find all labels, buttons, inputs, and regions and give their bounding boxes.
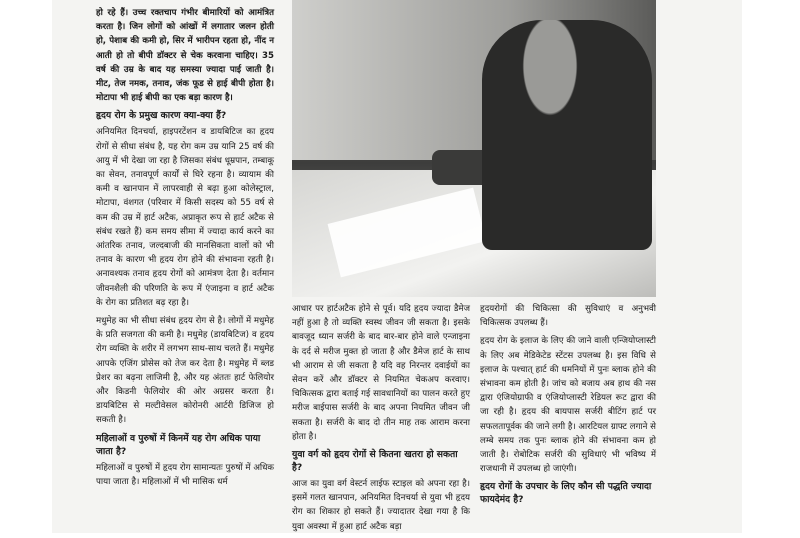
surgery-paragraph: आधार पर हार्टअटैक होने से पूर्व। यदि हृदय ज्यादा डैमेज नहीं हुआ है तो व्यक्ति स्वस्थ जीवन जी सकता है। इसके बावजूद ध्यान सर्जरी के बाद बार-बार होने वाले एन्जाइना के दर्द से मरीज मुक्त हो जाता है और डैमेज हार्ट के साथ भी आराम से जी सकता है यदि वह निरन्तर दवाईयों का सेवन करें और डॉक्टर से नियमित चेकअप करवाए। चिकित्सक द्वारा बताई गई सावधानियों का पालन करते हुए मरीज बाईपास सर्जरी के बाद अपना नियमित जीवन जी सकता है। सर्जरी के बाद दो तीन माह तक आराम करना होता है। — [292, 304, 470, 442]
causes-paragraph: अनियमित दिनचर्या, हाइपरटेंशन व डायबिटिज का हृदय रोगों से सीधा संबंध है, यह रोग कम उम्र यानि 25 वर्ष की आयु में भी देखा जा रहा है जिसका संबंध धूम्रपान, तम्बाकू का सेवन, तनावपूर्ण कार्यों से घिरे रहना है। व्यायाम की कमी व खानपान में लापरवाही से बढ़ा हुआ कोलेस्ट्राल, मोटापा, वंशगत (परिवार में किसी सदस्य को 55 वर्ष से कम की उम्र में हार्ट अटैक, अप्राकृत रूप से हार्ट अटैक से संबंध रखते हैं) कम समय सीमा में ज्यादा कार्य करने का आंतरिक तनाव, जल्दबाजी की मानसिकता वालों को भी तनाव के कारण भी हृदय रोग होने की संभावना रहती है। अनावश्यक तनाव हृदय रोगों को आमंत्रण देता है। वर्तमान जीवनशैली की परिणति के रूप में एंजाइना व हार्ट अटैक के रोग का प्रतिशत बढ़ रहा है। — [96, 127, 274, 308]
intro-paragraph: हो रहे हैं। उच्च रक्तचाप गंभीर बीमारियों को आमंत्रित करता है। जिन लोगों को आंखों में लगातार जलन होती हो, पेशाब की कमी हो, सिर में भारीपन रहता हो, नींद न आती हो तो बीपी डॉक्टर से चेक करवाना चाहिए। 35 वर्ष की उम्र के बाद यह समस्या ज्यादा पाई जाती है। मीट, तेज नमक, तनाव, जंक फूड से हाई बीपी होता है। मोटापा भी हाई बीपी का एक बड़ा कारण है। — [96, 8, 274, 104]
gender-paragraph: महिलाओं व पुरुषों में हृदय रोग सामान्यतः पुरुषों में अधिक पाया जाता है। महिलाओं में भी मासिक धर्म — [96, 462, 274, 487]
photo-doctor — [482, 20, 652, 250]
treatment-paragraph: हृदय रोग के इलाज के लिए की जाने वाली एन्जियोप्लास्टी के लिए अब मेडिकेटेड स्टेंटस उपलब्ध है। इस विधि से इलाज के पश्चात् हार्ट की धमनियों में पुनः ब्लाक होने की संभावना कम होती है। जांच को बजाय अब हाथ की नस द्वारा एंजियोग्राफी व एंजियोप्लास्टी रेडियल रूट द्वारा की जा रही है। हृदय की बायपास सर्जरी बीटिंग हार्ट पर सफलतापूर्वक की जाने लगी है। आरटियल ग्राफ्ट लगाने से लम्बे समय तक पुनः ब्लाक होने की संभावना कम हो जाती है। रोबोटिक सर्जरी की सुविधाएं भी भविष्य में राजधानी में उपलब्ध हो जाएंगी। — [480, 336, 656, 475]
diabetes-paragraph: मधुमेह का भी सीधा संबंध हृदय रोग से है। लोगों में मधुमेह के प्रति सजगता की कमी है। मधुमेह (डायबिटिज) व हृदय रोग व्यक्ति के शरीर में लगभग साथ-साथ चलते हैं। मधुमेह आपके एजिंग प्रोसेस को तेज कर देता है। मधुमेह में ब्लड प्रेशर का बढ़ना लाजिमी है, और यह अंततः हार्ट फेलियोर और किडनी फेलियोर की ओर अग्रसर करता है। डायबिटिस से मल्टीवेसल कोरोनरी आर्टरी डिजिज हो सकती है। — [96, 316, 274, 426]
youth-paragraph: आज का युवा वर्ग वेस्टर्न लाईफ स्टाइल को अपना रहा है। इसमें गलत खानपान, अनियमित दिनचर्या से युवा भी हृदय रोग का शिकार हो सकते हैं। ज्यादातर देखा गया है कि युवा अवस्था में हुआ हार्ट अटैक बड़ा — [292, 479, 470, 532]
doctor-photo — [292, 0, 656, 297]
column-left — [96, 6, 274, 493]
column-middle — [292, 302, 470, 538]
heading-causes: हृदय रोग के प्रमुख कारण क्या-क्या हैं? — [96, 110, 227, 122]
heading-gender: महिलाओं व पुरुषों में किनमें यह रोग अधिक पाया जाता है? — [96, 432, 261, 457]
column-right — [480, 302, 656, 509]
heading-treatment: हृदय रोगों के उपचार के लिए कौन सी पद्धति ज्यादा फायदेमंद है? — [480, 481, 652, 506]
heading-youth: युवा वर्ग को हृदय रोगों से कितना खतरा हो सकता है? — [292, 449, 458, 474]
facilities-paragraph: हृदयरोगों की चिकित्सा की सुविधाएं व अनुभवी चिकित्सक उपलब्ध हैं। — [480, 304, 656, 329]
